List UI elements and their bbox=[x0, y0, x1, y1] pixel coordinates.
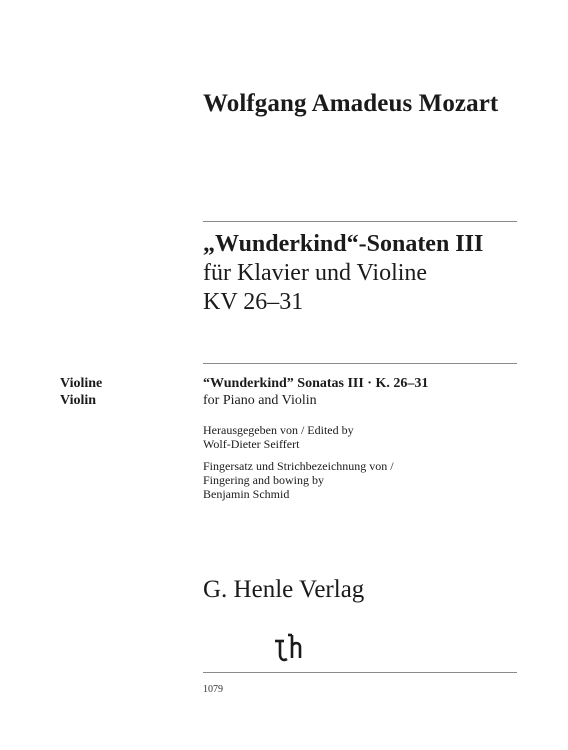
title-line-2: für Klavier und Violine bbox=[203, 260, 428, 286]
details-divider bbox=[203, 363, 517, 364]
composer-name: Wolfgang Amadeus Mozart bbox=[203, 90, 499, 117]
footer-divider bbox=[203, 672, 517, 673]
instrument-label bbox=[60, 375, 102, 409]
title-divider bbox=[203, 221, 517, 222]
publisher-name: G. Henle Verlag bbox=[203, 576, 365, 603]
fingering-name: Benjamin Schmid bbox=[203, 487, 290, 501]
catalog-number: 1079 bbox=[203, 684, 223, 695]
title-line-1: „Wunderkind“-Sonaten III bbox=[203, 231, 484, 257]
editor-credit bbox=[203, 423, 354, 451]
henle-logo-graphic bbox=[271, 632, 305, 666]
english-title-line-1: “Wunderkind” Sonatas III · K. 26–31 bbox=[203, 376, 429, 391]
title-line-3: KV 26–31 bbox=[203, 289, 304, 315]
fingering-label-en: Fingering and bowing by bbox=[203, 473, 324, 487]
title-block bbox=[203, 230, 483, 317]
editor-name: Wolf-Dieter Seiffert bbox=[203, 437, 300, 451]
henle-logo-icon bbox=[271, 632, 305, 666]
english-title bbox=[203, 375, 428, 409]
fingering-label-de: Fingersatz und Strichbezeichnung von / bbox=[203, 459, 394, 473]
fingering-credit bbox=[203, 459, 394, 501]
instrument-en: Violin bbox=[60, 393, 97, 408]
english-title-line-2: for Piano and Violin bbox=[203, 393, 317, 408]
editor-label: Herausgegeben von / Edited by bbox=[203, 423, 354, 437]
instrument-de: Violine bbox=[60, 376, 103, 391]
